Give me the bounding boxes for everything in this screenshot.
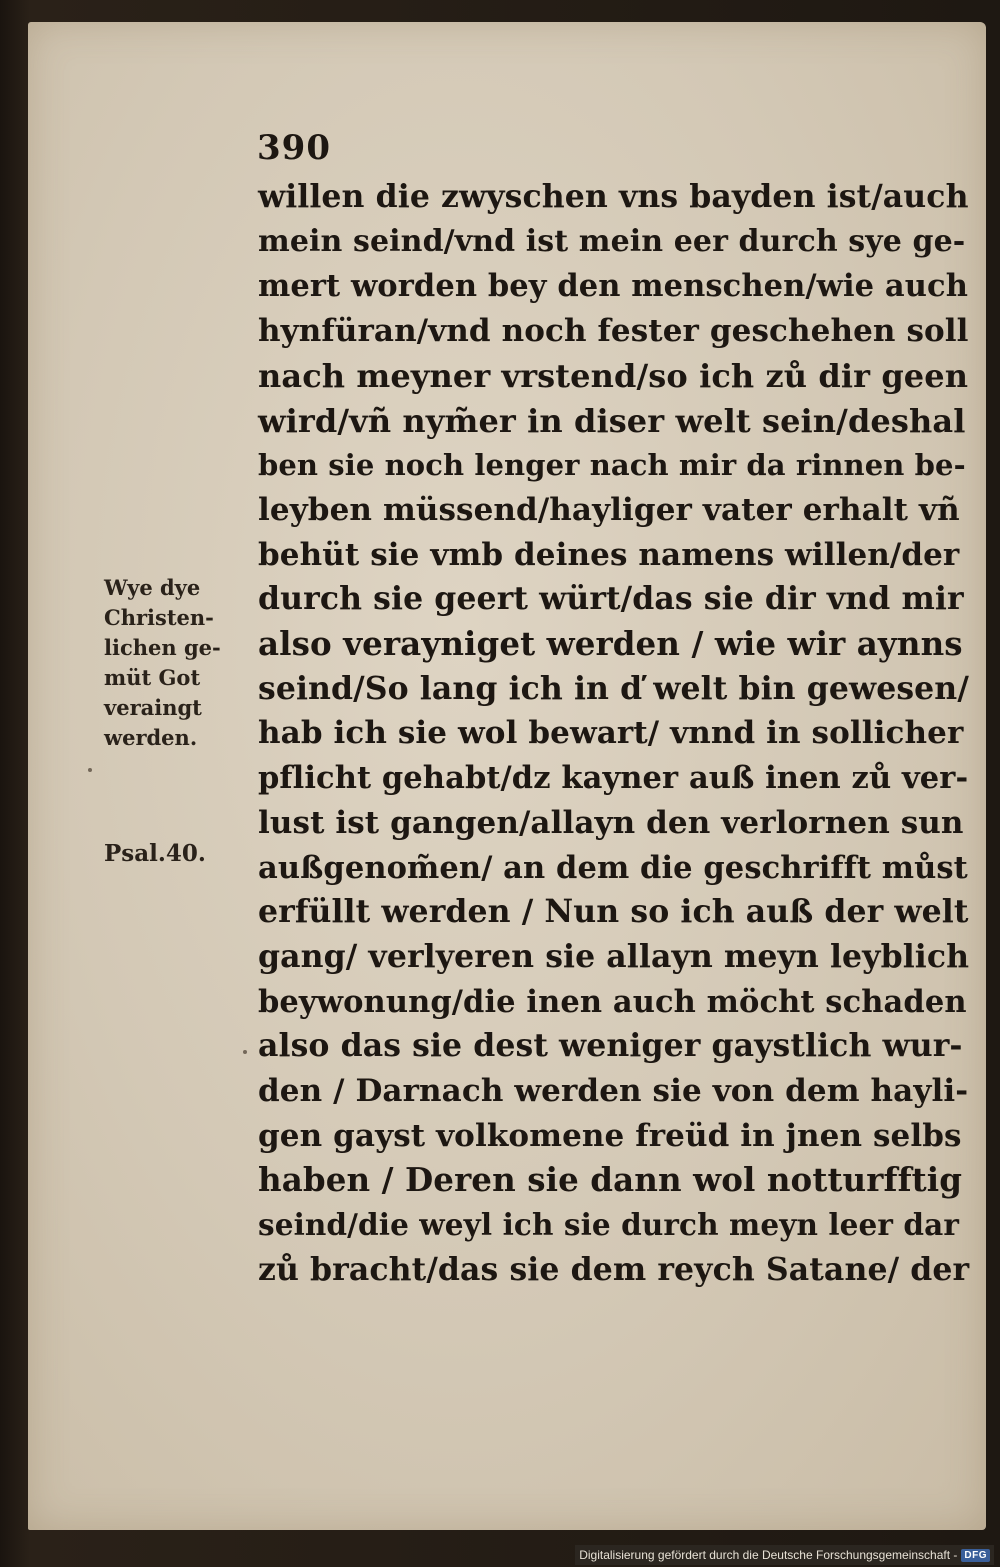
text-line: erfüllt werden / Nun so ich auß der welt [258,893,969,931]
text-line: also das sie dest weniger gaystlich wur‑ [258,1027,963,1065]
text-line: nach meyner vrstend/so ich zů dir geen [258,356,969,395]
margin-note-line: veraingt [104,695,202,720]
credit-text: Digitalisierung gefördert durch die Deutsche Forschungsgemeinschaft - [579,1548,958,1562]
dfg-logo: DFG [961,1549,990,1562]
text-line: beywonung/die inen auch möcht schaden [258,983,967,1020]
text-line: behüt sie vmb deines namens willen/der [258,536,960,573]
text-line: pflicht gehabt/dz kayner auß inen zů ver‑ [258,760,969,797]
text-line: mein seind/vnd ist mein eer durch sye ge‑ [258,223,966,259]
margin-note [104,573,221,753]
text-line: den / Darnach werden sie von dem hayli‑ [258,1073,969,1109]
margin-note-line: Wye dye [104,575,201,600]
text-line: durch sie geert würt/das sie dir vnd mir [258,580,964,618]
text-line: mert worden bey den menschen/wie auch [258,268,968,305]
text-line: zů bracht/das sie dem reych Satane/ der [258,1250,970,1288]
text-line: seind/die weyl ich sie durch meyn leer dar [258,1207,960,1243]
margin-psalm-reference: Psal.40. [104,840,206,867]
text-line: also verayniget werden / wie wir aynns [258,624,963,663]
ink-speck [88,768,92,772]
text-line: gen gayst volkomene freüd in jnen selbs [258,1117,962,1154]
text-line: leyben müssend/hayliger vater erhalt vñ [258,491,960,528]
text-line: haben / Deren sie dann wol notturfftig [258,1160,963,1200]
text-line: hynfüran/vnd noch fester geschehen soll [258,313,969,350]
text-line: willen die zwyschen vns bayden ist/auch [258,178,969,215]
ink-speck [243,1050,247,1054]
digitization-credit [575,1545,994,1565]
text-line: seind/So lang ich in ď welt bin gewesen/ [258,669,969,707]
text-line: außgenom̃en/ an dem die geschrifft můst [258,849,968,886]
text-line: gang/ verlyeren sie allayn meyn leyblich [258,937,970,975]
margin-note-line: Christen‑ [104,605,214,630]
text-line: ben sie noch lenger nach mir da rinnen be‑ [258,448,966,483]
margin-note-line: werden. [104,725,198,750]
margin-note-line: lichen ge‑ [104,635,221,660]
margin-note-line: müt Got [104,665,201,690]
page-number: 390 [257,128,331,168]
text-line: lust ist gangen/allayn den verlornen sun [258,804,964,841]
text-line: hab ich sie wol bewart/ vnnd in sollicher [258,715,964,752]
text-line: wird/vñ nym̃er in diser welt sein/deshal [258,401,966,440]
